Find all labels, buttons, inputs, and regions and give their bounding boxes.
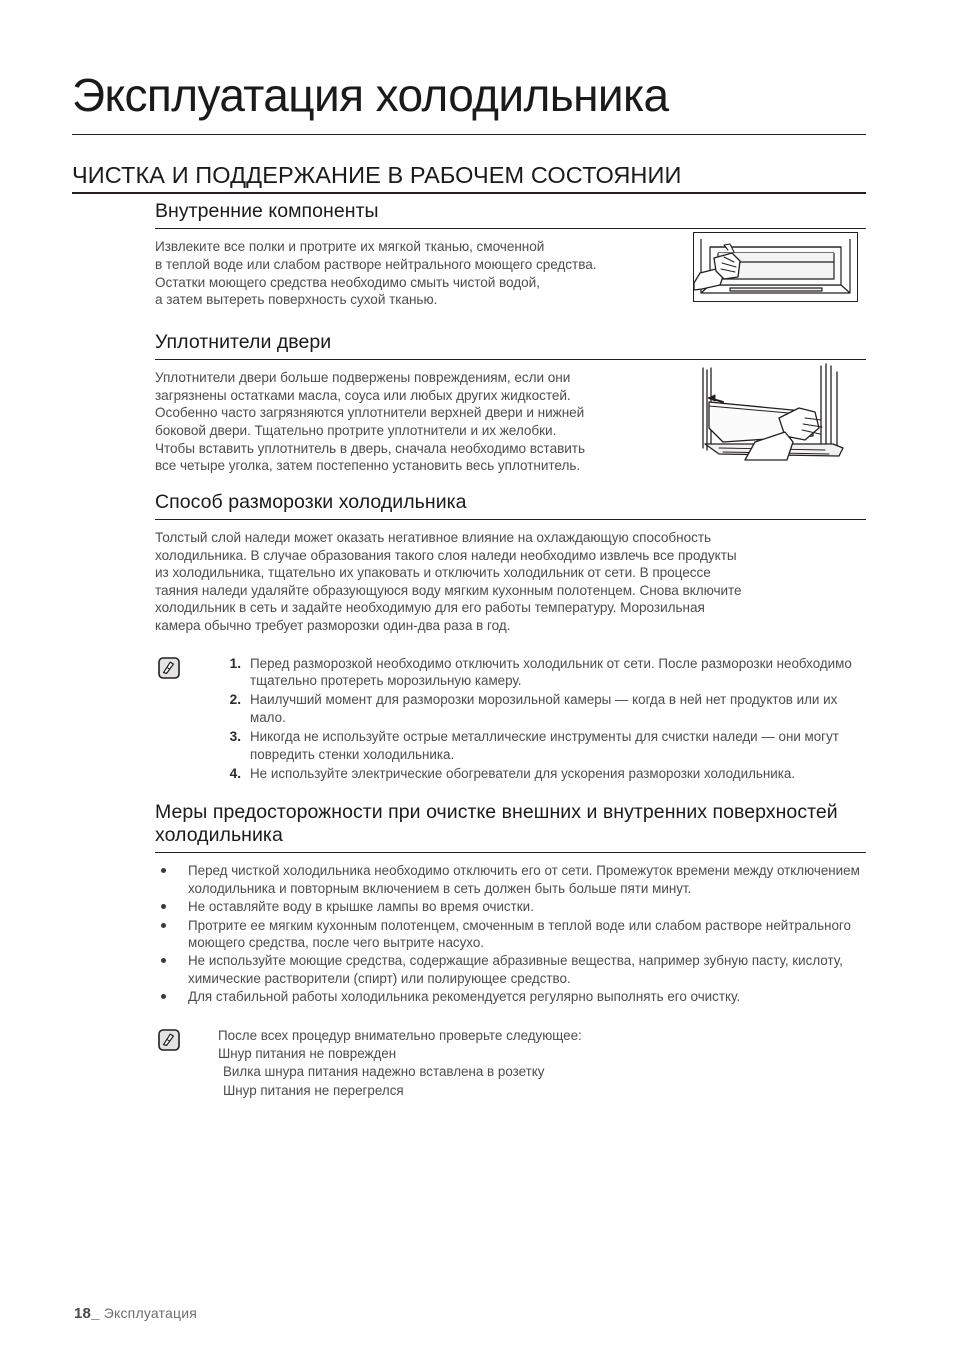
list-item: [218, 691, 866, 726]
door-gasket-illustration: [693, 362, 856, 470]
final-checklist: [218, 1027, 866, 1101]
list-item-text: Протрите ее мягким кухонным полотенцем, смоченным в теплой воде или слабом растворе нейтрального моющего средства, после чего вытрите насухо.: [188, 917, 851, 950]
page-footer: [74, 1305, 197, 1322]
checklist-intro: После всех процедур внимательно проверьте следующее:: [218, 1027, 582, 1043]
body-line: все четыре уголка, затем постепенно установить весь уплотнитель.: [155, 458, 581, 474]
subsection-rule: [155, 519, 866, 520]
list-item-text: Не используйте моющие средства, содержащие абразивные вещества, например зубную пасту, кислоту, химические растворители (спирт) или полирующее средство.: [188, 953, 843, 986]
content-column: [155, 200, 866, 1100]
body-line: Уплотнители двери больше подвержены повреждениям, если они: [155, 370, 571, 386]
footer-separator: _: [91, 1305, 100, 1322]
subsection-cleaning-precautions: [155, 801, 866, 1006]
list-item: [218, 728, 866, 763]
list-item: [155, 988, 866, 1005]
list-item: [155, 898, 866, 915]
note-pen-icon: [158, 657, 180, 679]
list-item-number: 3.: [229, 729, 241, 745]
note-pen-icon: [158, 1029, 180, 1051]
bullet-icon: [161, 958, 166, 963]
list-item: [155, 862, 866, 897]
subsection-rule: [155, 359, 866, 360]
list-item-text: Не используйте электрические обогреватели для ускорения разморозки холодильника.: [250, 766, 796, 782]
subsection-body: [155, 529, 866, 635]
body-line: в теплой воде или слабом растворе нейтрального моющего средства.: [155, 256, 597, 272]
subsection-heading: Внутренние компоненты: [155, 200, 379, 222]
bullet-icon: [161, 904, 166, 909]
body-line: холодильник в сеть и задайте необходимую для его работы температуру. Морозильная: [155, 600, 705, 616]
body-line: Толстый слой наледи может оказать негативное влияние на охлаждающую способность: [155, 530, 712, 546]
list-item-number: 4.: [229, 766, 241, 782]
body-line: Чтобы вставить уплотнитель в дверь, сначала необходимо вставить: [155, 440, 586, 456]
subsection-heading: Уплотнители двери: [155, 330, 332, 353]
checklist-line: Шнур питания не поврежден: [218, 1045, 397, 1061]
bullet-icon: [161, 994, 166, 999]
subsection-heading: Меры предосторожности при очистке внешних и внутренних поверхностей холодильника: [155, 800, 838, 846]
defrost-note-box: [155, 655, 866, 783]
chapter-title-rule: [72, 134, 866, 135]
body-line: загрязнены остатками масла, соуса или любых других жидкостей.: [155, 387, 571, 403]
subsection-defrost-method: [155, 491, 866, 635]
list-item-text: Не оставляйте воду в крышке лампы во время очистки.: [188, 899, 534, 915]
shelf-wiping-illustration: [693, 232, 858, 302]
body-line: а затем вытереть поверхность сухой тканью.: [155, 292, 438, 308]
body-line: из холодильника, тщательно их упаковать и отключить холодильник от сети. В процессе: [155, 565, 711, 581]
list-item-text: Для стабильной работы холодильника рекомендуется регулярно выполнять его очистку.: [188, 989, 741, 1005]
subsection-body: [155, 238, 685, 308]
footer-label: Эксплуатация: [103, 1305, 198, 1321]
precautions-list: [155, 862, 866, 1005]
bullet-icon: [161, 868, 166, 873]
footer-page-number: 18: [74, 1305, 92, 1322]
body-line: камера обычно требует разморозки один-два раза в год.: [155, 618, 511, 634]
body-line: боковой двери. Тщательно протрите уплотнители и их желобки.: [155, 422, 557, 438]
final-checklist-note-box: [155, 1027, 866, 1101]
defrost-instructions-list: [218, 655, 866, 783]
list-item-text: Наилучший момент для разморозки морозильной камеры — когда в ней нет продуктов или их мало.: [250, 692, 838, 725]
page-title: Эксплуатация холодильника: [72, 69, 669, 121]
list-item: [218, 655, 866, 690]
section-heading: ЧИСТКА И ПОДДЕРЖАНИЕ В РАБОЧЕМ СОСТОЯНИИ: [72, 162, 682, 188]
body-line: Извлеките все полки и протрите их мягкой тканью, смоченной: [155, 239, 545, 255]
subsection-rule: [155, 852, 866, 853]
subsection-body: [155, 369, 685, 475]
list-item: [155, 952, 866, 987]
list-item-text: Перед разморозкой необходимо отключить холодильник от сети. После разморозки необходимо тщательно протереть морозильную камеру.: [250, 655, 852, 689]
body-line: Остатки моющего средства необходимо смыть чистой водой,: [155, 274, 540, 290]
list-item: [155, 917, 866, 952]
subsection-rule: [155, 228, 866, 229]
list-item: [218, 765, 866, 782]
list-item-text: Перед чисткой холодильника необходимо отключить его от сети. Промежуток времени между отключением холодильника и повторным включением в сеть должен быть больше пяти минут.: [188, 863, 860, 896]
body-line: таяния наледи удаляйте образующуюся воду мягким кухонным полотенцем. Снова включите: [155, 582, 742, 598]
list-item-number: 2.: [229, 692, 241, 708]
list-item-number: 1.: [229, 655, 241, 671]
body-line: Особенно часто загрязняются уплотнители верхней двери и нижней: [155, 405, 585, 421]
bullet-icon: [161, 923, 166, 928]
section-heading-rule: [72, 192, 866, 194]
subsection-heading: Способ разморозки холодильника: [155, 490, 467, 513]
checklist-line: Шнур питания не перегрелся: [223, 1082, 404, 1098]
list-item-text: Никогда не используйте острые металлические инструменты для счистки наледи — они могут повредить стенки холодильника.: [250, 729, 839, 762]
checklist-line: Вилка шнура питания надежно вставлена в розетку: [223, 1064, 545, 1080]
body-line: холодильника. В случае образования такого слоя наледи необходимо извлечь все продукты: [155, 547, 737, 563]
